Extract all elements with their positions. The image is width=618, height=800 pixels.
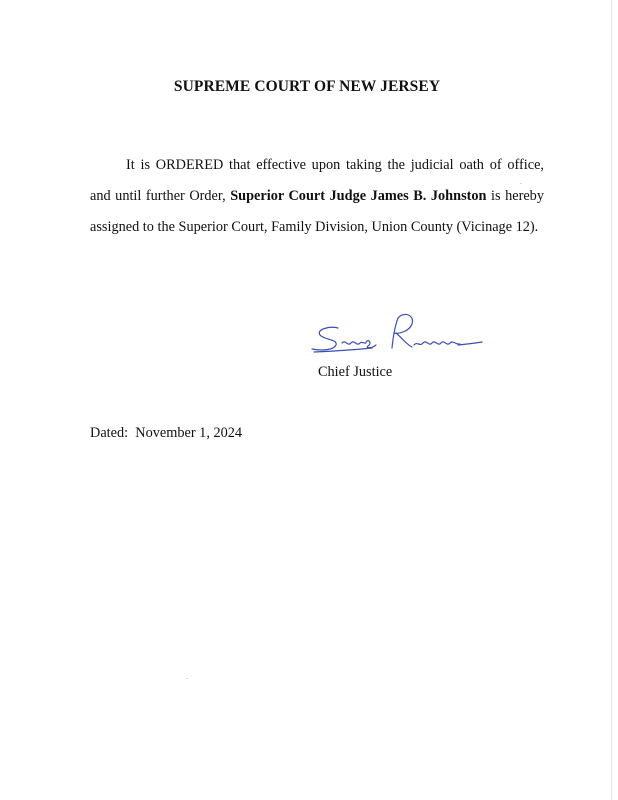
dated-label: Dated: <box>90 425 129 441</box>
court-title: SUPREME COURT OF NEW JERSEY <box>173 78 441 95</box>
page-edge-line <box>611 0 612 800</box>
dated-value: November 1, 2024 <box>135 425 243 441</box>
handwritten-signature <box>308 312 484 362</box>
judge-name: Superior Court Judge James B. Johnston <box>230 188 487 204</box>
order-text-part2: is hereby assigned to the Superior Court, Family Division, Union County (Vicinage 12). <box>90 188 544 235</box>
signer-title: Chief Justice <box>318 364 393 380</box>
order-text-part1: It is ORDERED that effective upon taking the judicial oath of office, and until further Order, <box>90 157 544 204</box>
order-paragraph <box>90 150 544 243</box>
scan-speck <box>520 183 522 184</box>
scan-speck <box>186 678 188 679</box>
date-line <box>90 425 242 442</box>
